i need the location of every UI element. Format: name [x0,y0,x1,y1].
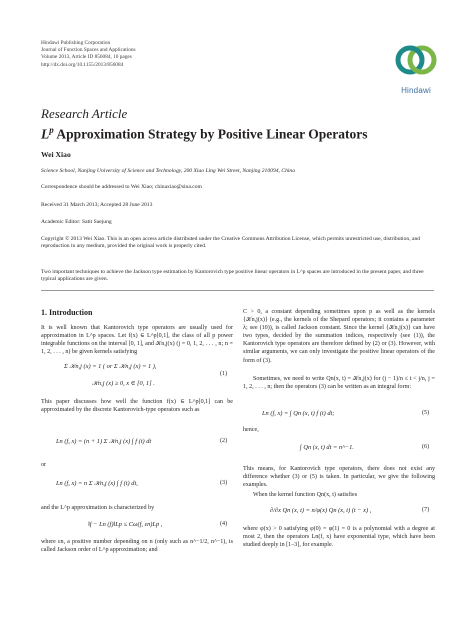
title-sup: p [49,125,54,135]
right-para-1: C > 0, a constant depending sometimes upon p as well as the kernels {𝒦n,j(x)} (e.g., the kernels of the Shepard operators; it contains a parameter λ; see (10)), is called Jackson constant. Since the kernel {𝒦n,j(x)} can have two types, decided by the summation indices, respectively (see (1)), the Kantorovich type operators are therefore defined by (2) or (3). However, with similar arguments, we can only investigate the positive linear operators of the form of (3). [243,309,435,364]
hence-text: hence, [243,427,259,433]
or-text: or [41,462,47,468]
eq-number-7: (7) [422,507,430,513]
right-para-2: Sometimes, we need to write Qn(x, t) = 𝒦n,j(x) for (j − 1)/n ≤ t < j/n, j = 1, 2, . . . , n; then the operators (3) can be written as an integral form: [243,376,435,391]
copyright: Copyright © 2013 Wei Xiao. This is an open access article distributed under the Creative Commons Attribution License, which permits unrestricted use, distribution, and reproduction in any medium, provided the original work is properly cited. [41,236,421,250]
eq-number-1: (1) [220,371,228,377]
left-para-4: where εn, a positive number depending on n (only such as n^−1/2, n^−1), is called Jackson order of L^p approximation; and [41,539,233,554]
eq-number-6: (6) [422,444,430,450]
abstract: Two important techniques to achieve the Jackson type estimation by Kantorovich type positive linear operators in L^p spaces are introduced in the present paper, and three typical applications are given. [41,269,424,283]
publisher: Hindawi Publishing Corporation [41,40,111,46]
affiliation: Science School, Nanjing University of Science and Technology, 200 Xiao Ling Wei Street, Nanjing 210094, China [41,168,296,174]
equation-1b: 𝒦n,j (x) ≥ 0, x ∈ [0, 1] . [92,380,155,387]
equation-2: Ln (f, x) = (n + 1) Σ 𝒦n,j (x) ∫ f (t) dt [56,438,152,445]
equation-6: ∫ Qn (x, t) dt = n^−1. [300,444,354,451]
section-heading: 1. Introduction [41,308,93,317]
title-lp: L [41,126,50,142]
dates: Received 31 March 2013; Accepted 28 June 2013 [41,202,153,208]
eq-number-3: (3) [220,480,228,486]
right-para-5: where φ(x) > 0 satisfying φ(0) = φ(1) = 0 is a polynomial with a degree at most 2, then the operators Ln(f, x) have exponential type, which have been studied deeply in [1–3], for example. [243,526,435,549]
right-para-4: When the kernel function Qn(x, t) satisfies [253,492,358,498]
equation-4: ‖f − Ln (f)‖Lp ≤ Cω(f, εn)Lp , [88,521,163,528]
equation-7: ∂/∂x Qn (x, t) = n/φ(x) Qn (x, t) (t − x) , [270,507,372,514]
volume-info: Volume 2013, Article ID 856084, 10 pages [41,54,132,61]
journal-name: Journal of Function Spaces and Applications [41,47,136,54]
equation-5: Ln (f, x) = ∫ Qn (x, t) f (t) dt; [262,410,335,417]
correspondence: Correspondence should be addressed to Wei Xiao; chinaxiao@sina.com [41,184,202,190]
divider [41,290,434,291]
left-para-3: and the L^p approximation is characterized by [41,505,155,511]
right-para-3: This means, for Kantorovich type operators, there does not exist any difference whether (3) or (5) is taken. In particular, we give the following examples. [243,466,435,489]
equation-1a: Σ 𝒦n,j (x) = 1 ( or Σ 𝒦n,j (x) = 1 ), [64,363,157,370]
left-para-2: This paper discusses how well the function f(x) ∈ L^p[0,1] can be approximated by the discrete Kantorovich-type operators such as [41,399,233,414]
academic-editor: Academic Editor: Satit Saejung [41,219,112,225]
eq-number-5: (5) [422,410,430,416]
left-para-1: It is well known that Kantorovich type operators are usually used for approximation in L^p spaces. Let f(x) ∈ L^p[0,1], the class of all p power integrable functions on the interval [0, 1], and 𝒦n,j(x) (j = 0, 1, 2, . . . , n; n = 1, 2, . . . , n) be given kernels satisfying [41,325,233,356]
doi-link[interactable]: http://dx.doi.org/10.1155/2013/856084 [41,61,124,68]
eq-number-2: (2) [220,438,228,444]
article-title [41,125,368,143]
publication-info [41,40,136,69]
author-name: Wei Xiao [41,150,71,159]
logo-text: Hindawi [401,86,431,95]
title-rest: Approximation Strategy by Positive Linear Operators [53,126,368,142]
hindawi-logo-icon [392,36,440,84]
equation-3: Ln (f, x) = n Σ 𝒦n,j (x) ∫ f (t) dt, [56,480,138,487]
eq-number-4: (4) [220,521,228,527]
article-type: Research Article [41,106,128,121]
